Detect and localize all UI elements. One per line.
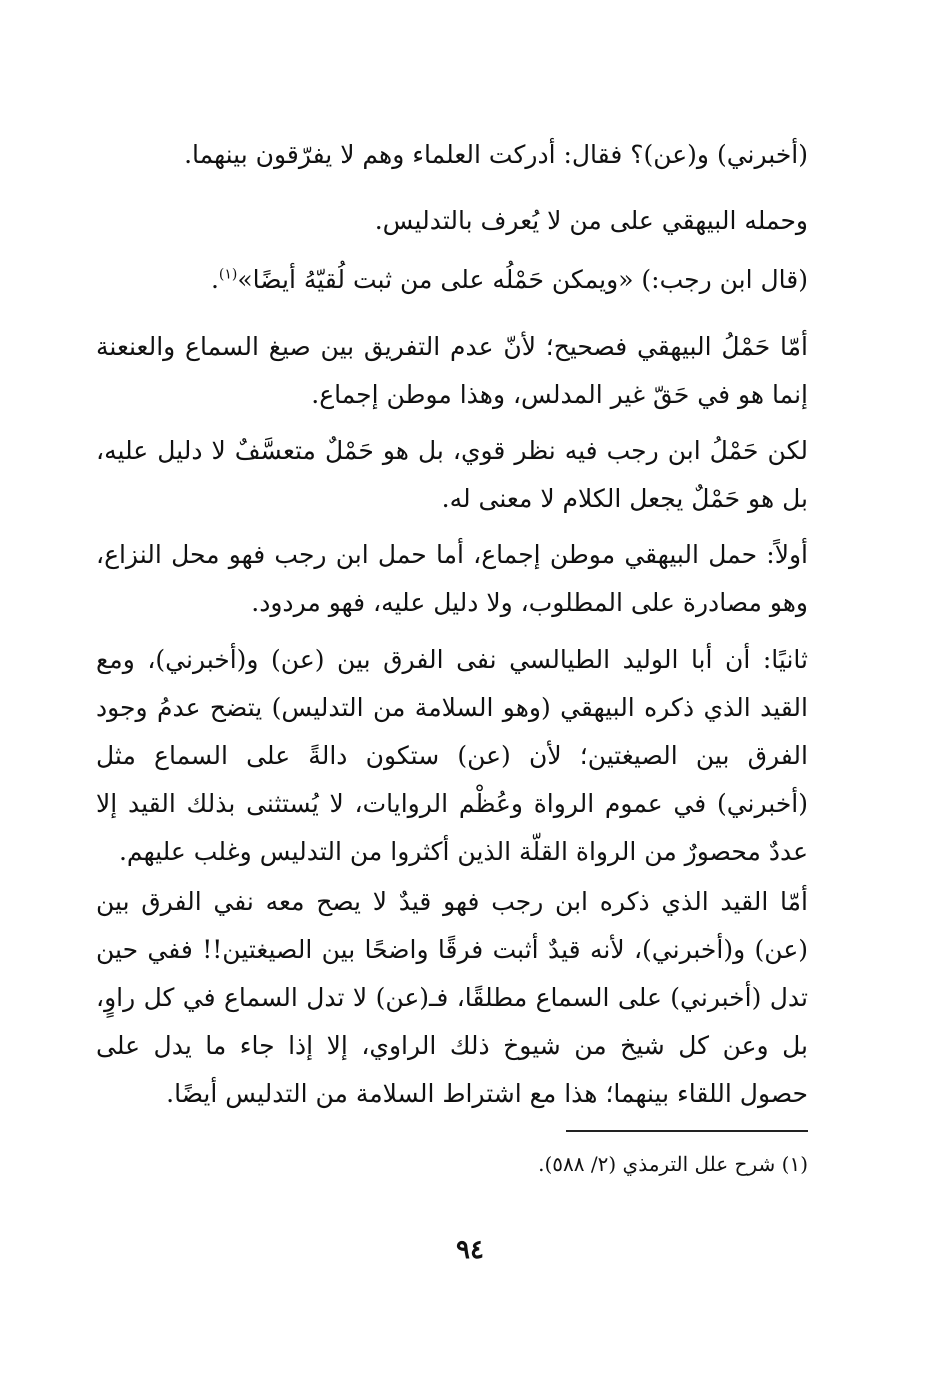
paragraph-3-end: . bbox=[210, 265, 219, 294]
footnote-number: (١) bbox=[781, 1152, 808, 1176]
page-number: ٩٤ bbox=[456, 1235, 484, 1265]
footnote bbox=[300, 1148, 808, 1180]
paragraph-3 bbox=[96, 256, 808, 304]
paragraph-6: أولاً: حمل البيهقي موطن إجماع، أما حمل ابن رجب فهو محل النزاع، وهو مصادرة على المطلوب، ولا دليل عليه، فهو مردود. bbox=[96, 540, 808, 617]
paragraph-7: ثانيًا: أن أبا الوليد الطيالسي نفى الفرق بين (عن) و(أخبرني)، ومع القيد الذي ذكره البيهقي (وهو السلامة من التدليس) يتضح عدمُ وجود الفرق بين الصيغتين؛ لأن (عن) ستكون دالةً على السماع مثل (أخبرني) في عموم الرواة وعُظْم الروايات، لا يُستثنى بذلك القيد إلا عددٌ محصورٌ من الرواة القلّة الذين أكثروا من التدليس وغلب عليهم. bbox=[96, 645, 808, 866]
paragraph-3-text: (قال ابن رجب:) «ويمكن حَمْلُه على من ثبت لُقيّهُ أيضًا» bbox=[237, 265, 808, 294]
footnote-divider bbox=[566, 1130, 808, 1132]
paragraph-1: (أخبرني) و(عن)؟ فقال: أدركت العلماء وهم لا يفرّقون بينهما. bbox=[184, 140, 808, 169]
paragraph-5: لكن حَمْلُ ابن رجب فيه نظر قوي، بل هو حَمْلٌ متعسَّفٌ لا دليل عليه، بل هو حَمْلٌ يجعل الكلام لا معنى له. bbox=[96, 436, 808, 513]
footnote-text: شرح علل الترمذي (٢/ ٥٨٨). bbox=[538, 1152, 776, 1176]
paragraph-8: أمّا القيد الذي ذكره ابن رجب فهو قيدٌ لا يصح معه نفي الفرق بين (عن) و(أخبرني)، لأنه قيدٌ أثبت فرقًا واضحًا بين الصيغتين!! ففي حين تدل (أخبرني) على السماع مطلقًا، فـ(عن) لا تدل السماع في كل راوٍ، بل وعن كل شيخ من شيوخ ذلك الراوي، إلا إذا جاء ما يدل على حصول اللقاء بينهما؛ هذا مع اشتراط السلامة من التدليس أيضًا. bbox=[96, 887, 808, 1108]
paragraph-2: وحمله البيهقي على من لا يُعرف بالتدليس. bbox=[374, 206, 808, 235]
paragraph-4: أمّا حَمْلُ البيهقي فصحيح؛ لأنّ عدم التفريق بين صيغ السماع والعنعنة إنما هو في حَقّ غير المدلس، وهذا موطن إجماع. bbox=[96, 332, 808, 409]
footnote-reference: (١) bbox=[218, 266, 238, 283]
